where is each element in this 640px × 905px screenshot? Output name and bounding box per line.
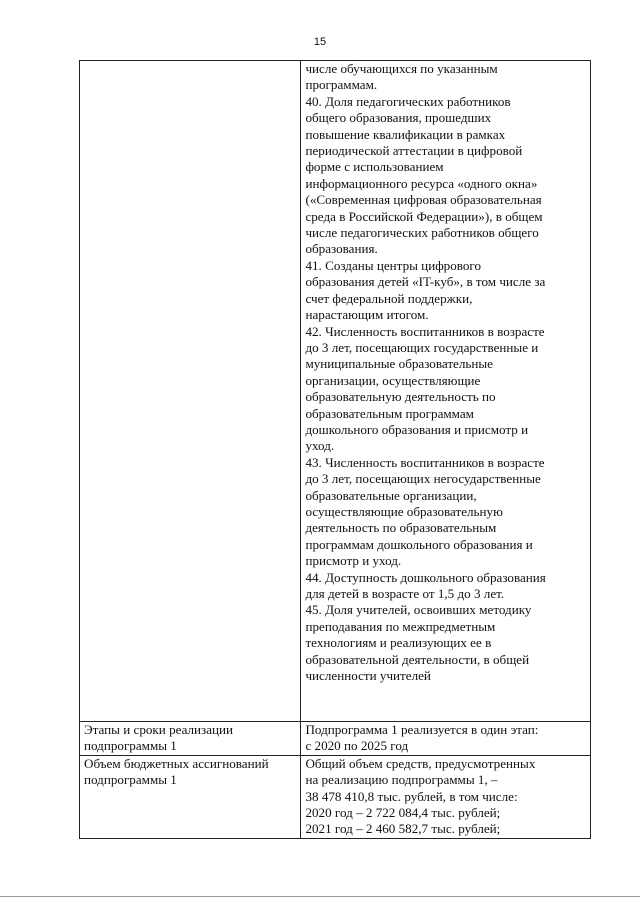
cell-text-line: 41. Созданы центры цифрового: [305, 257, 482, 273]
cell-text-line: уход.: [305, 438, 335, 454]
cell-text-line: подпрограммы 1: [84, 738, 177, 754]
cell-text-line: муниципальные образовательные: [305, 356, 493, 372]
cell-text-line: на реализацию подпрограммы 1, –: [305, 772, 498, 788]
cell-text-line: среда в Российской Федерации»), в общем: [305, 208, 543, 224]
cell-text-line: с 2020 по 2025 год: [305, 738, 409, 754]
cell-text-line: числе педагогических работников общего: [305, 225, 539, 241]
cell-text-line: 38 478 410,8 тыс. рублей, в том числе:: [305, 788, 518, 804]
table-row: [80, 61, 591, 722]
cell-text-line: образовательным программам: [305, 405, 474, 421]
cell-text-line: 42. Численность воспитанников в возрасте: [305, 323, 545, 339]
cell-text-line: числе обучающихся по указанным: [305, 61, 498, 76]
cell-text-line: информационного ресурса «одного окна»: [305, 175, 538, 191]
row-value-cell: [301, 722, 591, 756]
cell-text-line: образовательную деятельность по: [305, 389, 496, 405]
row-label-cell: [80, 755, 301, 838]
cell-text-line: 44. Доступность дошкольного образования: [305, 569, 546, 585]
cell-text-line: образования детей «IT-куб», в том числе за: [305, 274, 546, 290]
cell-text-line: дошкольного образования и присмотр и: [305, 421, 529, 437]
cell-text-line: подпрограммы 1: [84, 772, 177, 788]
cell-text-line: программам.: [305, 77, 378, 93]
row-label-cell: [80, 61, 301, 722]
table-row: [80, 722, 591, 756]
cell-text-line: Этапы и сроки реализации: [84, 722, 234, 737]
cell-text-line: программам дошкольного образования и: [305, 536, 533, 552]
cell-text-line: Объем бюджетных ассигнований: [84, 755, 269, 771]
cell-text-line: нарастающим итогом.: [305, 307, 429, 323]
cell-text-line: образования.: [305, 241, 378, 257]
cell-text-line: для детей в возрасте от 1,5 до 3 лет.: [305, 586, 505, 601]
cell-text-line: 40. Доля педагогических работников: [305, 93, 511, 109]
cell-text-line: 43. Численность воспитанников в возрасте: [305, 454, 545, 470]
cell-text-line: преподавания по межпредметным: [305, 618, 496, 634]
cell-text-line: осуществляющие образовательную: [305, 503, 503, 519]
cell-text-line: организации, осуществляющие: [305, 372, 481, 388]
row-value-cell: [301, 755, 591, 838]
cell-text-line: 2021 год – 2 460 582,7 тыс. рублей;: [305, 821, 501, 837]
page-bottom-rule: [0, 896, 640, 897]
row-label-cell: [80, 722, 301, 756]
cell-text-line: образовательные организации,: [305, 487, 477, 503]
cell-text-line: 45. Доля учителей, освоивших методику: [305, 602, 532, 618]
cell-text-line: до 3 лет, посещающих негосударственные: [305, 471, 541, 487]
passport-table: [79, 60, 591, 839]
cell-text-line: численности учителей: [305, 668, 431, 684]
cell-text-line: форме с использованием: [305, 159, 444, 175]
cell-text-line: счет федеральной поддержки,: [305, 290, 473, 306]
cell-text-line: Подпрограмма 1 реализуется в один этап:: [305, 722, 539, 737]
cell-text-line: («Современная цифровая образовательная: [305, 192, 542, 208]
cell-text-line: образовательной деятельности, в общей: [305, 651, 530, 667]
cell-text-line: присмотр и уход.: [305, 553, 402, 569]
cell-text-line: повышение квалификации в рамках: [305, 126, 506, 142]
cell-text-line: периодической аттестации в цифровой: [305, 143, 523, 159]
cell-text-line: 2020 год – 2 722 084,4 тыс. рублей;: [305, 805, 501, 821]
row-value-cell: [301, 61, 591, 722]
cell-text-line: технологиям и реализующих ее в: [305, 635, 492, 651]
cell-text-line: Общий объем средств, предусмотренных: [305, 755, 536, 771]
cell-text-line: деятельность по образовательным: [305, 520, 497, 536]
page-number: 15: [313, 36, 327, 48]
cell-text-line: до 3 лет, посещающих государственные и: [305, 339, 539, 355]
table-row: [80, 755, 591, 838]
cell-text-line: общего образования, прошедших: [305, 110, 492, 126]
